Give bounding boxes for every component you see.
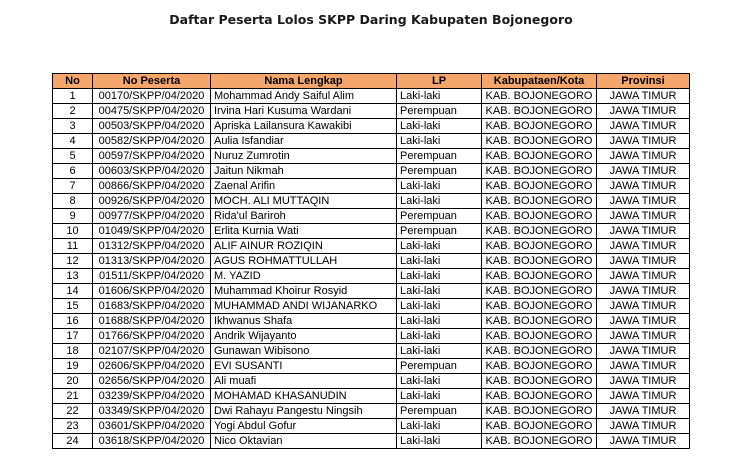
cell-provinsi: JAWA TIMUR xyxy=(597,299,690,314)
cell-lp: Perempuan xyxy=(397,359,482,374)
cell-nama-lengkap: Nico Oktavian xyxy=(211,434,397,449)
table-row xyxy=(53,89,690,104)
cell-lp: Laki-laki xyxy=(397,419,482,434)
cell-kabupaten: KAB. BOJONEGORO xyxy=(482,209,597,224)
cell-no-peserta: 03239/SKPP/04/2020 xyxy=(93,389,211,404)
cell-no-peserta: 01511/SKPP/04/2020 xyxy=(93,269,211,284)
table-row xyxy=(53,254,690,269)
cell-no-peserta: 00866/SKPP/04/2020 xyxy=(93,179,211,194)
cell-kabupaten: KAB. BOJONEGORO xyxy=(482,104,597,119)
cell-no: 9 xyxy=(53,209,93,224)
cell-no-peserta: 01606/SKPP/04/2020 xyxy=(93,284,211,299)
cell-lp: Laki-laki xyxy=(397,374,482,389)
cell-no: 2 xyxy=(53,104,93,119)
cell-no: 1 xyxy=(53,89,93,104)
cell-kabupaten: KAB. BOJONEGORO xyxy=(482,404,597,419)
cell-no-peserta: 00503/SKPP/04/2020 xyxy=(93,119,211,134)
cell-no-peserta: 01313/SKPP/04/2020 xyxy=(93,254,211,269)
header-kabupaten: Kabupataen/Kota xyxy=(482,74,597,89)
cell-kabupaten: KAB. BOJONEGORO xyxy=(482,344,597,359)
cell-provinsi: JAWA TIMUR xyxy=(597,89,690,104)
cell-nama-lengkap: Ali muafi xyxy=(211,374,397,389)
cell-no: 10 xyxy=(53,224,93,239)
cell-lp: Laki-laki xyxy=(397,344,482,359)
cell-nama-lengkap: Nuruz Zumrotin xyxy=(211,149,397,164)
table-row xyxy=(53,314,690,329)
document-title: Daftar Peserta Lolos SKPP Daring Kabupaten Bojonegoro xyxy=(169,12,573,27)
header-provinsi: Provinsi xyxy=(597,74,690,89)
cell-nama-lengkap: Mohammad Andy Saiful Alim xyxy=(211,89,397,104)
table-row xyxy=(53,284,690,299)
cell-kabupaten: KAB. BOJONEGORO xyxy=(482,374,597,389)
header-no-peserta: No Peserta xyxy=(93,74,211,89)
table-row xyxy=(53,179,690,194)
cell-kabupaten: KAB. BOJONEGORO xyxy=(482,239,597,254)
cell-nama-lengkap: Gunawan Wibisono xyxy=(211,344,397,359)
cell-provinsi: JAWA TIMUR xyxy=(597,194,690,209)
cell-no: 19 xyxy=(53,359,93,374)
table-row xyxy=(53,299,690,314)
table-row xyxy=(53,119,690,134)
cell-provinsi: JAWA TIMUR xyxy=(597,179,690,194)
cell-no-peserta: 00170/SKPP/04/2020 xyxy=(93,89,211,104)
cell-no: 6 xyxy=(53,164,93,179)
cell-nama-lengkap: AGUS ROHMATTULLAH xyxy=(211,254,397,269)
cell-no: 18 xyxy=(53,344,93,359)
cell-lp: Laki-laki xyxy=(397,389,482,404)
cell-lp: Perempuan xyxy=(397,404,482,419)
cell-kabupaten: KAB. BOJONEGORO xyxy=(482,314,597,329)
cell-no-peserta: 01683/SKPP/04/2020 xyxy=(93,299,211,314)
cell-no: 15 xyxy=(53,299,93,314)
cell-kabupaten: KAB. BOJONEGORO xyxy=(482,134,597,149)
cell-provinsi: JAWA TIMUR xyxy=(597,269,690,284)
cell-no: 7 xyxy=(53,179,93,194)
cell-no: 5 xyxy=(53,149,93,164)
cell-no-peserta: 00582/SKPP/04/2020 xyxy=(93,134,211,149)
cell-provinsi: JAWA TIMUR xyxy=(597,254,690,269)
cell-no-peserta: 00926/SKPP/04/2020 xyxy=(93,194,211,209)
cell-nama-lengkap: Andrik Wijayanto xyxy=(211,329,397,344)
cell-provinsi: JAWA TIMUR xyxy=(597,434,690,449)
cell-provinsi: JAWA TIMUR xyxy=(597,164,690,179)
cell-lp: Laki-laki xyxy=(397,119,482,134)
cell-provinsi: JAWA TIMUR xyxy=(597,149,690,164)
table-row xyxy=(53,329,690,344)
cell-no-peserta: 00977/SKPP/04/2020 xyxy=(93,209,211,224)
cell-kabupaten: KAB. BOJONEGORO xyxy=(482,224,597,239)
table-header-row xyxy=(53,74,690,89)
table-row xyxy=(53,419,690,434)
cell-kabupaten: KAB. BOJONEGORO xyxy=(482,164,597,179)
table-row xyxy=(53,404,690,419)
table-row xyxy=(53,344,690,359)
cell-kabupaten: KAB. BOJONEGORO xyxy=(482,149,597,164)
cell-lp: Laki-laki xyxy=(397,89,482,104)
cell-nama-lengkap: Yogi Abdul Gofur xyxy=(211,419,397,434)
cell-provinsi: JAWA TIMUR xyxy=(597,209,690,224)
cell-no-peserta: 02656/SKPP/04/2020 xyxy=(93,374,211,389)
cell-provinsi: JAWA TIMUR xyxy=(597,314,690,329)
cell-provinsi: JAWA TIMUR xyxy=(597,119,690,134)
cell-no-peserta: 01766/SKPP/04/2020 xyxy=(93,329,211,344)
cell-no: 3 xyxy=(53,119,93,134)
cell-lp: Perempuan xyxy=(397,224,482,239)
participants-table xyxy=(52,73,690,449)
cell-provinsi: JAWA TIMUR xyxy=(597,329,690,344)
table-row xyxy=(53,104,690,119)
cell-lp: Perempuan xyxy=(397,104,482,119)
cell-nama-lengkap: Jaitun Nikmah xyxy=(211,164,397,179)
cell-kabupaten: KAB. BOJONEGORO xyxy=(482,254,597,269)
cell-kabupaten: KAB. BOJONEGORO xyxy=(482,179,597,194)
cell-kabupaten: KAB. BOJONEGORO xyxy=(482,284,597,299)
cell-kabupaten: KAB. BOJONEGORO xyxy=(482,329,597,344)
table-row xyxy=(53,194,690,209)
cell-no: 13 xyxy=(53,269,93,284)
cell-nama-lengkap: EVI SUSANTI xyxy=(211,359,397,374)
cell-provinsi: JAWA TIMUR xyxy=(597,239,690,254)
cell-nama-lengkap: MUHAMMAD ANDI WIJANARKO xyxy=(211,299,397,314)
table-row xyxy=(53,434,690,449)
cell-provinsi: JAWA TIMUR xyxy=(597,224,690,239)
cell-provinsi: JAWA TIMUR xyxy=(597,389,690,404)
cell-kabupaten: KAB. BOJONEGORO xyxy=(482,434,597,449)
table-row xyxy=(53,209,690,224)
cell-kabupaten: KAB. BOJONEGORO xyxy=(482,389,597,404)
cell-no-peserta: 03618/SKPP/04/2020 xyxy=(93,434,211,449)
cell-lp: Laki-laki xyxy=(397,194,482,209)
cell-provinsi: JAWA TIMUR xyxy=(597,419,690,434)
cell-kabupaten: KAB. BOJONEGORO xyxy=(482,119,597,134)
cell-nama-lengkap: MOHAMAD KHASANUDIN xyxy=(211,389,397,404)
cell-lp: Laki-laki xyxy=(397,434,482,449)
table-row xyxy=(53,389,690,404)
cell-no-peserta: 02107/SKPP/04/2020 xyxy=(93,344,211,359)
cell-no: 14 xyxy=(53,284,93,299)
header-lp: LP xyxy=(397,74,482,89)
cell-no-peserta: 00475/SKPP/04/2020 xyxy=(93,104,211,119)
table-row xyxy=(53,269,690,284)
cell-nama-lengkap: Apriska Lailansura Kawakibi xyxy=(211,119,397,134)
cell-kabupaten: KAB. BOJONEGORO xyxy=(482,89,597,104)
cell-nama-lengkap: M. YAZID xyxy=(211,269,397,284)
cell-nama-lengkap: ALIF AINUR ROZIQIN xyxy=(211,239,397,254)
cell-no-peserta: 01312/SKPP/04/2020 xyxy=(93,239,211,254)
table-row xyxy=(53,224,690,239)
cell-no: 16 xyxy=(53,314,93,329)
table-row xyxy=(53,149,690,164)
cell-provinsi: JAWA TIMUR xyxy=(597,344,690,359)
header-no: No xyxy=(53,74,93,89)
cell-lp: Laki-laki xyxy=(397,269,482,284)
table-row xyxy=(53,359,690,374)
cell-nama-lengkap: Aulia Isfandiar xyxy=(211,134,397,149)
table-row xyxy=(53,164,690,179)
cell-nama-lengkap: Erlita Kurnia Wati xyxy=(211,224,397,239)
cell-nama-lengkap: Ikhwanus Shafa xyxy=(211,314,397,329)
cell-no-peserta: 03349/SKPP/04/2020 xyxy=(93,404,211,419)
cell-kabupaten: KAB. BOJONEGORO xyxy=(482,299,597,314)
table-row xyxy=(53,134,690,149)
cell-provinsi: JAWA TIMUR xyxy=(597,374,690,389)
cell-nama-lengkap: Zaenal Arifin xyxy=(211,179,397,194)
cell-nama-lengkap: MOCH. ALI MUTTAQIN xyxy=(211,194,397,209)
cell-no-peserta: 01688/SKPP/04/2020 xyxy=(93,314,211,329)
cell-provinsi: JAWA TIMUR xyxy=(597,359,690,374)
cell-lp: Laki-laki xyxy=(397,284,482,299)
cell-provinsi: JAWA TIMUR xyxy=(597,134,690,149)
cell-no-peserta: 02606/SKPP/04/2020 xyxy=(93,359,211,374)
cell-no-peserta: 00597/SKPP/04/2020 xyxy=(93,149,211,164)
cell-no: 12 xyxy=(53,254,93,269)
cell-nama-lengkap: Muhammad Khoirur Rosyid xyxy=(211,284,397,299)
cell-no: 21 xyxy=(53,389,93,404)
cell-no: 17 xyxy=(53,329,93,344)
cell-lp: Perempuan xyxy=(397,164,482,179)
cell-no: 8 xyxy=(53,194,93,209)
cell-kabupaten: KAB. BOJONEGORO xyxy=(482,194,597,209)
cell-kabupaten: KAB. BOJONEGORO xyxy=(482,269,597,284)
cell-no: 11 xyxy=(53,239,93,254)
cell-nama-lengkap: Irvina Hari Kusuma Wardani xyxy=(211,104,397,119)
cell-no-peserta: 03601/SKPP/04/2020 xyxy=(93,419,211,434)
cell-lp: Perempuan xyxy=(397,209,482,224)
cell-lp: Laki-laki xyxy=(397,329,482,344)
cell-no: 4 xyxy=(53,134,93,149)
header-nama-lengkap: Nama Lengkap xyxy=(211,74,397,89)
cell-no: 22 xyxy=(53,404,93,419)
cell-lp: Perempuan xyxy=(397,149,482,164)
cell-lp: Laki-laki xyxy=(397,314,482,329)
cell-lp: Laki-laki xyxy=(397,239,482,254)
cell-lp: Laki-laki xyxy=(397,299,482,314)
cell-lp: Laki-laki xyxy=(397,254,482,269)
cell-nama-lengkap: Rida'ul Bariroh xyxy=(211,209,397,224)
cell-kabupaten: KAB. BOJONEGORO xyxy=(482,359,597,374)
table-body xyxy=(53,89,690,449)
cell-no: 24 xyxy=(53,434,93,449)
cell-no-peserta: 00603/SKPP/04/2020 xyxy=(93,164,211,179)
cell-no: 23 xyxy=(53,419,93,434)
cell-lp: Laki-laki xyxy=(397,134,482,149)
cell-lp: Laki-laki xyxy=(397,179,482,194)
cell-no-peserta: 01049/SKPP/04/2020 xyxy=(93,224,211,239)
cell-provinsi: JAWA TIMUR xyxy=(597,284,690,299)
cell-no: 20 xyxy=(53,374,93,389)
cell-nama-lengkap: Dwi Rahayu Pangestu Ningsih xyxy=(211,404,397,419)
cell-provinsi: JAWA TIMUR xyxy=(597,404,690,419)
table-row xyxy=(53,374,690,389)
cell-kabupaten: KAB. BOJONEGORO xyxy=(482,419,597,434)
cell-provinsi: JAWA TIMUR xyxy=(597,104,690,119)
table-row xyxy=(53,239,690,254)
